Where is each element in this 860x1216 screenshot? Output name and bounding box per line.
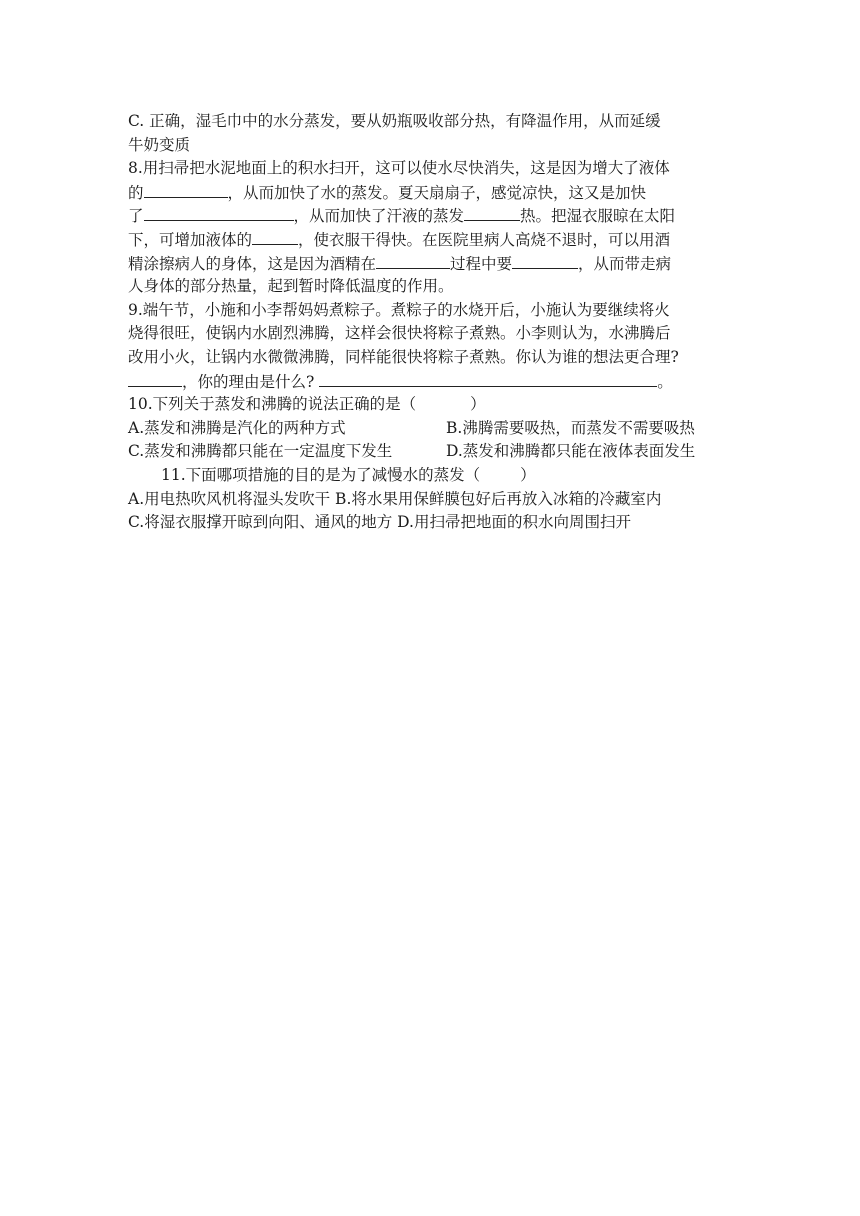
q8-blank-6[interactable] [512,252,578,269]
q7-option-c-line1: C. 正确，湿毛巾中的水分蒸发，要从奶瓶吸收部分热，有降温作用，从而延缓 [128,112,661,130]
worksheet-page [128,110,738,535]
q9-text: 。 [657,372,673,391]
q9-line3: 改用小火，让锅内水微微沸腾，同样能很快将粽子煮熟。你认为谁的想法更合理? [128,347,679,366]
q9-line1: 9.端午节，小施和小李帮妈妈煮粽子。煮粽子的水烧开后，小施认为要继续将火 [128,300,670,319]
q10-option-c: C.蒸发和沸腾都只能在一定温度下发生 [128,442,393,461]
q8-text: 下，可增加液体的 [128,230,253,249]
q8-line1: 8.用扫帚把水泥地面上的积水扫开，这可以使水尽快消失，这是因为增大了液体 [128,159,670,178]
q8-blank-3[interactable] [464,204,520,221]
q10-options-ab [128,417,738,441]
q10-stem-close: ） [470,395,486,414]
q9-blank-who[interactable] [128,370,182,387]
q11-stem [128,464,738,488]
q8-blank-5[interactable] [376,252,450,269]
q8-line2 [128,181,738,205]
q11-stem-close: ） [520,465,536,484]
q8-line4 [128,228,738,252]
q8-blank-1[interactable] [144,181,228,198]
q9-text: ，你的理由是什么? [182,372,320,391]
q8-blank-2[interactable] [144,204,294,221]
q8-text: 过程中要 [450,254,513,273]
q10-option-b: B.沸腾需要吸热，而蒸发不需要吸热 [446,418,695,437]
q8-blank-4[interactable] [252,228,298,245]
q10-stem [128,393,738,417]
q10-options-cd [128,440,738,464]
q8-text: ，从而加快了汗液的蒸发 [293,207,465,226]
q11-options-ab: A.用电热吹风机将湿头发吹干 B.将水果用保鲜膜包好后再放入冰箱的冷藏室内 [128,489,662,508]
q8-text: ，使衣服干得快。在医院里病人高烧不退时，可以用酒 [298,230,671,249]
q11-stem-text: 11.下面哪项措施的目的是为了减慢水的蒸发（ [161,465,481,484]
q9-line2: 烧得很旺，使锅内水剧烈沸腾，这样会很快将粽子煮熟。小李则认为，水沸腾后 [128,324,671,343]
q8-line3 [128,204,738,228]
q9-blank-reason[interactable] [319,370,657,387]
q10-stem-text: 10.下列关于蒸发和沸腾的说法正确的是（ [128,395,417,414]
q8-text: ，从而加快了水的蒸发。夏天扇扇子，感觉凉快，这又是加快 [227,183,647,202]
q8-line5 [128,252,738,276]
q8-line6: 人身体的部分热量，起到暂时降低温度的作用。 [128,277,454,296]
q8-text: ，从而带走病 [578,254,672,273]
q8-text: 精涂擦病人的身体，这是因为酒精在 [128,254,377,273]
q9-line4 [128,370,738,394]
q8-text: 热。把湿衣服晾在太阳 [520,207,676,226]
q10-option-d: D.蒸发和沸腾都只能在液体表面发生 [446,442,696,461]
q11-options-cd: C.将湿衣服撑开晾到向阳、通风的地方 D.用扫帚把地面的积水向周围扫开 [128,513,631,532]
q8-text: 的 [128,183,144,202]
q7-option-c-line2: 牛奶变质 [128,135,191,154]
q8-text: 了 [128,207,144,226]
q10-option-a: A.蒸发和沸腾是汽化的两种方式 [128,418,346,437]
